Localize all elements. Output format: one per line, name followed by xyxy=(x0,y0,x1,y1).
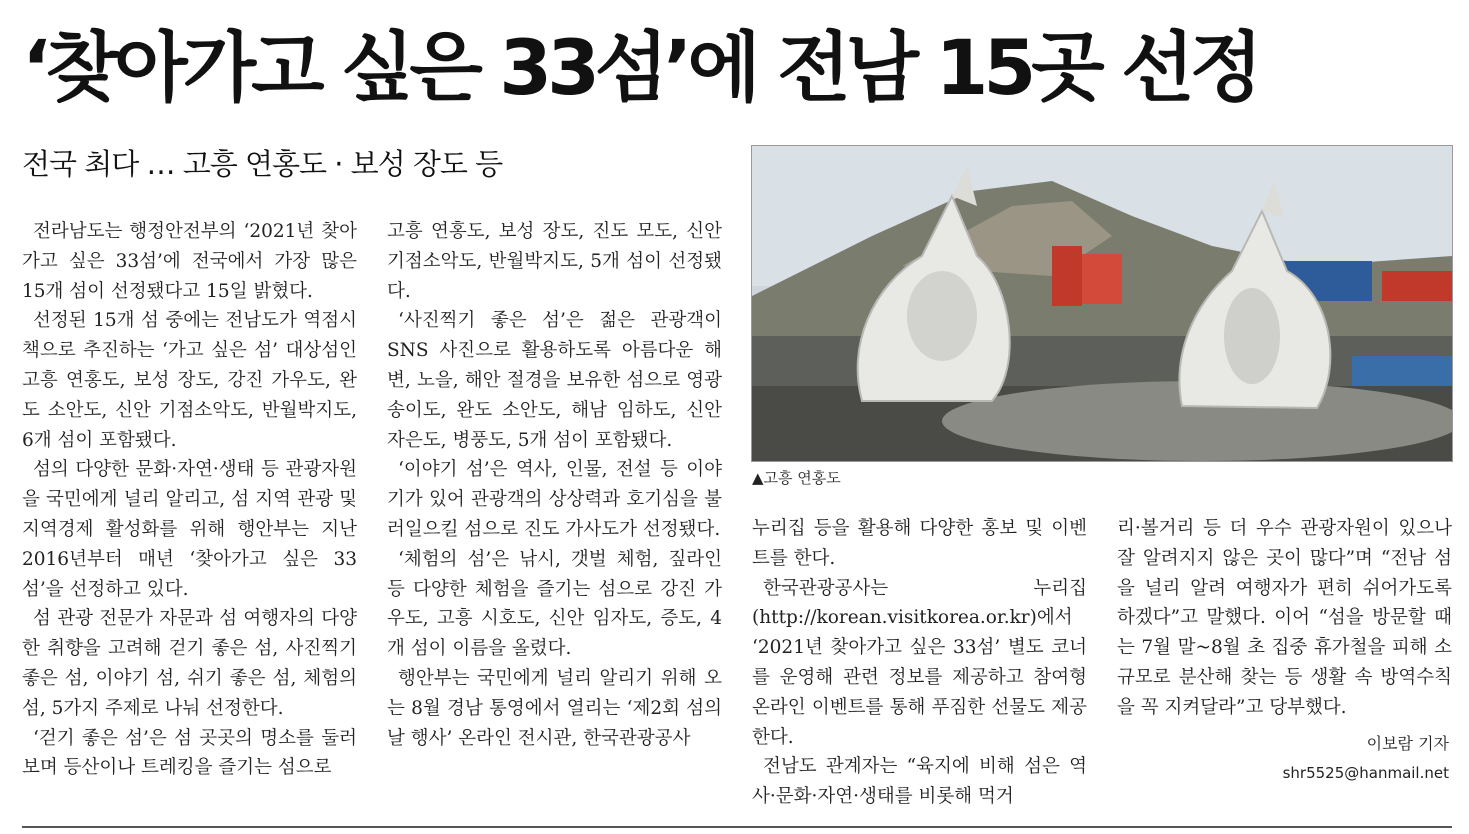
photo-sculptures-icon xyxy=(752,146,1452,461)
article-column-2 xyxy=(387,217,722,753)
paragraph: 고흥 연홍도, 보성 장도, 진도 모도, 신안 기점소악도, 반월박지도, 5개 섬이 선정됐다. xyxy=(387,221,722,302)
photo-caption: ▲고흥 연홍도 xyxy=(752,469,841,487)
paragraph: ‘체험의 섬’은 낚시, 갯벌 체험, 짚라인 등 다양한 체험을 즐기는 섬으로 강진 가우도, 고흥 시호도, 신안 임자도, 증도, 4개 섬이 이름을 올렸다. xyxy=(387,548,722,660)
paragraph: 행안부는 국민에게 널리 알리기 위해 오는 8월 경남 통영에서 열리는 ‘제2회 섬의 날 행사’ 온라인 전시관, 한국관광공사 xyxy=(387,667,722,749)
subheadline: 전국 최다 … 고흥 연홍도 · 보성 장도 등 xyxy=(22,147,503,181)
article-photo xyxy=(751,145,1453,462)
headline: ‘찾아가고 싶은 33섬’에 전남 15곳 선정 xyxy=(22,23,1258,112)
bottom-rule xyxy=(22,826,1452,828)
paragraph: 한국관광공사는 누리집(http://korean.visitkorea.or.kr)에서 ‘2021년 찾아가고 싶은 33섬’ 별도 코너를 운영해 관련 정보를 제공하고 참여형 온라인 이벤트를 통해 푸짐한 선물도 제공한다. xyxy=(752,577,1087,748)
paragraph: 리·볼거리 등 더 우수 관광자원이 있으나 잘 알려지지 않은 곳이 많다”며 “전남 섬을 널리 알려 여행자가 편히 쉬어가도록 하겠다”고 말했다. 이어 “섬을 방문할 때는 7월 말~8월 초 집중 휴가철을 피해 소규모로 분산해 찾는 등 생활 속 방역수칙을 꼭 지켜달라”고 당부했다. xyxy=(1117,518,1452,718)
article-column-3 xyxy=(752,514,1087,812)
paragraph: 누리집 등을 활용해 다양한 홍보 및 이벤트를 한다. xyxy=(752,518,1087,569)
paragraph: ‘사진찍기 좋은 섬’은 젊은 관광객이 SNS 사진으로 활용하도록 아름다운 해변, 노을, 해안 절경을 보유한 섬으로 영광 송이도, 완도 소안도, 해남 임하도, 신안 자은도, 병풍도, 5개 섬이 포함됐다. xyxy=(387,310,722,451)
byline-email[interactable]: shr5525@hanmail.net xyxy=(1282,764,1449,782)
paragraph: 선정된 15개 섬 중에는 전남도가 역점시책으로 추진하는 ‘가고 싶은 섬’ 대상섬인 고흥 연홍도, 보성 장도, 강진 가우도, 완도 소안도, 신안 기점소악도, 반월박지도, 6개 섬이 포함됐다. xyxy=(22,310,357,451)
paragraph: 전남도 관계자는 “육지에 비해 섬은 역사·문화·자연·생태를 비롯해 먹거 xyxy=(752,756,1087,808)
article-column-1 xyxy=(22,217,357,783)
article-column-4 xyxy=(1117,514,1452,723)
paragraph: 전라남도는 행정안전부의 ‘2021년 찾아가고 싶은 33섬’에 전국에서 가장 많은 15개 섬이 선정됐다고 15일 밝혔다. xyxy=(22,221,357,302)
paragraph: 섬의 다양한 문화·자연·생태 등 관광자원을 국민에게 널리 알리고, 섬 지역 관광 및 지역경제 활성화를 위해 행안부는 지난 2016년부터 매년 ‘찾아가고 싶은 33섬’을 선정하고 있다. xyxy=(22,459,357,600)
paragraph: 섬 관광 전문가 자문과 섬 여행자의 다양한 취향을 고려해 걷기 좋은 섬, 사진찍기 좋은 섬, 이야기 섬, 쉬기 좋은 섬, 체험의 섬, 5가지 주제로 나눠 선정한다. xyxy=(22,608,357,719)
byline-reporter: 이보람 기자 xyxy=(1366,734,1449,753)
paragraph: ‘걷기 좋은 섬’은 섬 곳곳의 명소를 둘러보며 등산이나 트레킹을 즐기는 섬으로 xyxy=(22,727,357,779)
paragraph: ‘이야기 섬’은 역사, 인물, 전설 등 이야기가 있어 관광객의 상상력과 호기심을 불러일으킬 섬으로 진도 가사도가 선정됐다. xyxy=(387,459,722,540)
